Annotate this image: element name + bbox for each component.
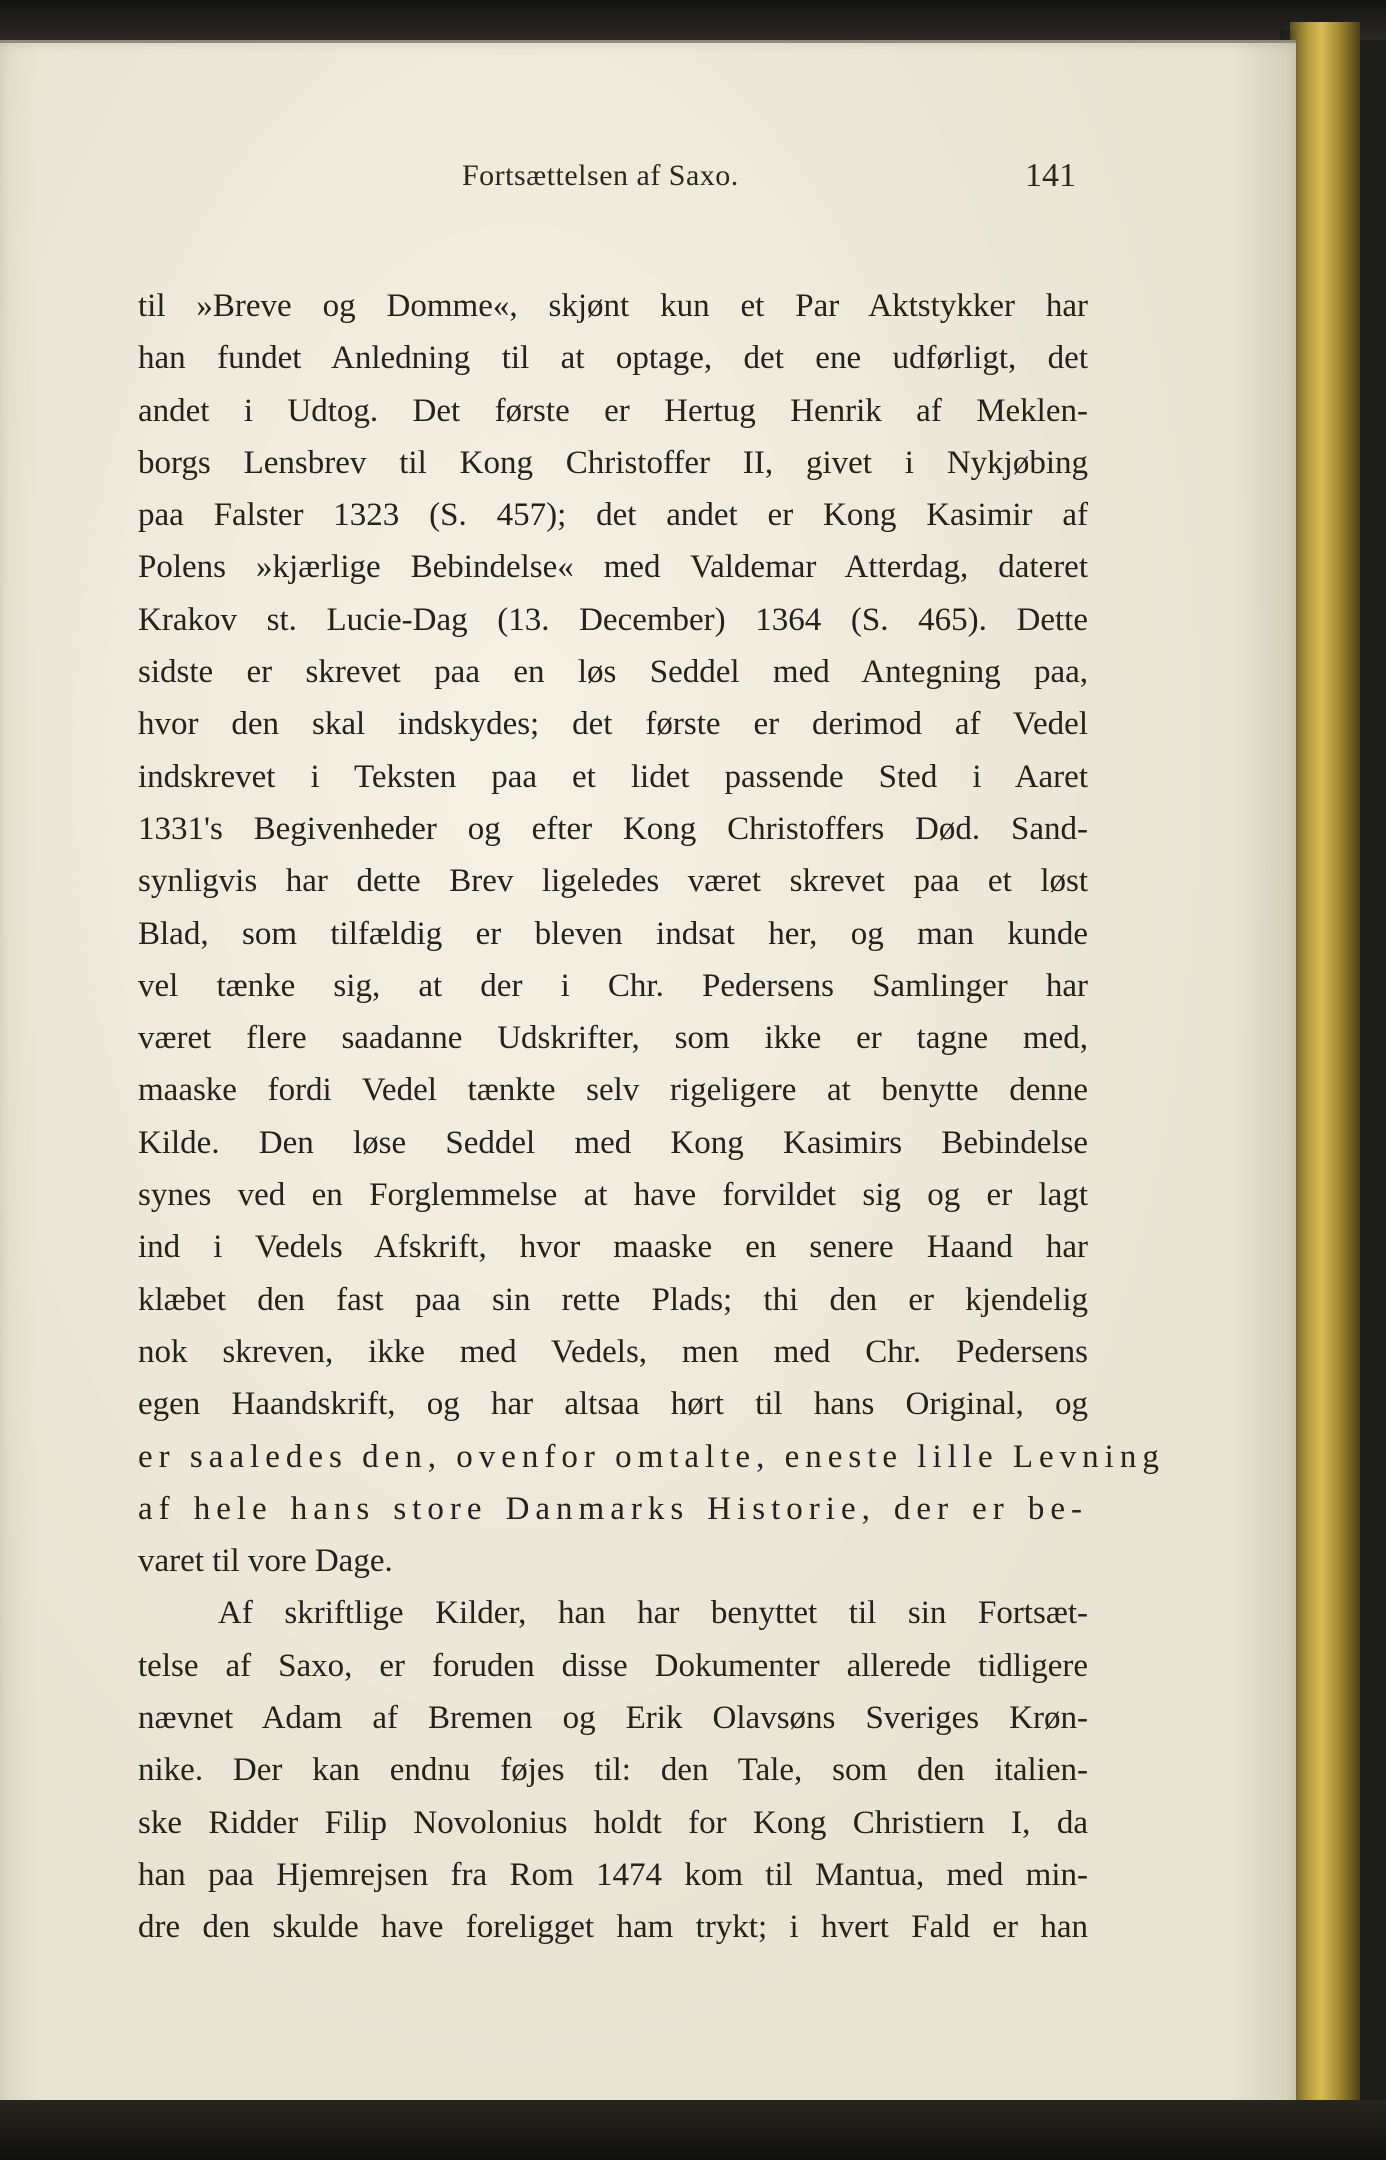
text-line: indskrevet i Teksten paa et lidet passende Sted i Aaret [138, 758, 1088, 795]
text-line: Krakov st. Lucie-Dag (13. December) 1364 (S. 465). Dette [138, 601, 1088, 638]
text-line: været flere saadanne Udskrifter, som ikke er tagne med, [138, 1020, 1088, 1057]
text-line: 1331's Begivenheder og efter Kong Christoffers Død. Sand- [138, 810, 1088, 847]
paragraph-2 [138, 1587, 1088, 1953]
text-line: nævnet Adam af Bremen og Erik Olavsøns Sveriges Krøn- [138, 1700, 1088, 1737]
scan-bottom-edge [0, 2100, 1386, 2160]
text-line: nok skreven, ikke med Vedels, men med Chr. Pedersens [138, 1333, 1088, 1370]
text-line: maaske fordi Vedel tænkte selv rigeligere at benytte denne [138, 1072, 1088, 1109]
text-line: han fundet Anledning til at optage, det ene udførligt, det [138, 340, 1088, 377]
text-line: andet i Udtog. Det første er Hertug Henrik af Meklen- [138, 392, 1088, 429]
text-line: Polens »kjærlige Bebindelse« med Valdemar Atterdag, dateret [138, 549, 1088, 586]
text-line-spaced: af hele hans store Danmarks Historie, der er be- [138, 1490, 1088, 1527]
text-line: til »Breve og Domme«, skjønt kun et Par Aktstykker har [138, 288, 1088, 324]
text-line: ind i Vedels Afskrift, hvor maaske en senere Haand har [138, 1229, 1088, 1266]
text-line: vel tænke sig, at der i Chr. Pedersens Samlinger har [138, 967, 1088, 1004]
text-line: egen Haandskrift, og har altsaa hørt til hans Original, og [138, 1386, 1088, 1423]
text-line: borgs Lensbrev til Kong Christoffer II, givet i Nykjøbing [138, 444, 1088, 481]
body-text [138, 280, 1165, 1954]
page-header [0, 159, 1296, 219]
text-line-last: varet til vore Dage. [138, 1543, 393, 1580]
text-line: dre den skulde have foreligget ham trykt; i hvert Fald er han [138, 1909, 1088, 1946]
text-line: nike. Der kan endnu føjes til: den Tale, som den italien- [138, 1752, 1088, 1789]
text-line: Blad, som tilfældig er bleven indsat her, og man kunde [138, 915, 1088, 952]
text-line: klæbet den fast paa sin rette Plads; thi den er kjendelig [138, 1281, 1088, 1318]
scan-top-edge [0, 0, 1386, 40]
text-line: telse af Saxo, er foruden disse Dokumenter allerede tidligere [138, 1647, 1088, 1684]
text-line: Kilde. Den løse Seddel med Kong Kasimirs Bebindelse [138, 1124, 1088, 1161]
text-line: hvor den skal indskydes; det første er derimod af Vedel [138, 706, 1088, 743]
text-line: han paa Hjemrejsen fra Rom 1474 kom til Mantua, med min- [138, 1856, 1088, 1893]
paper-page [0, 40, 1296, 2100]
text-line-spaced: er saaledes den, ovenfor omtalte, eneste lille Levning [138, 1438, 1165, 1475]
text-line: sidste er skrevet paa en løs Seddel med Antegning paa, [138, 654, 1088, 691]
running-title: Fortsættelsen af Saxo. [462, 159, 739, 192]
text-line: ske Ridder Filip Novolonius holdt for Kong Christiern I, da [138, 1804, 1088, 1841]
text-line: paa Falster 1323 (S. 457); det andet er Kong Kasimir af [138, 497, 1088, 534]
text-line-indented: Af skriftlige Kilder, han har benyttet til sin Fortsæt- [218, 1595, 1088, 1632]
text-line: synes ved en Forglemmelse at have forvildet sig og er lagt [138, 1177, 1088, 1214]
book-spine [1290, 22, 1360, 2102]
text-line: synligvis har dette Brev ligeledes været skrevet paa et løst [138, 863, 1088, 900]
paragraph-1 [138, 280, 1165, 1587]
page-number: 141 [1025, 157, 1076, 194]
page-top-edge [0, 40, 1296, 43]
